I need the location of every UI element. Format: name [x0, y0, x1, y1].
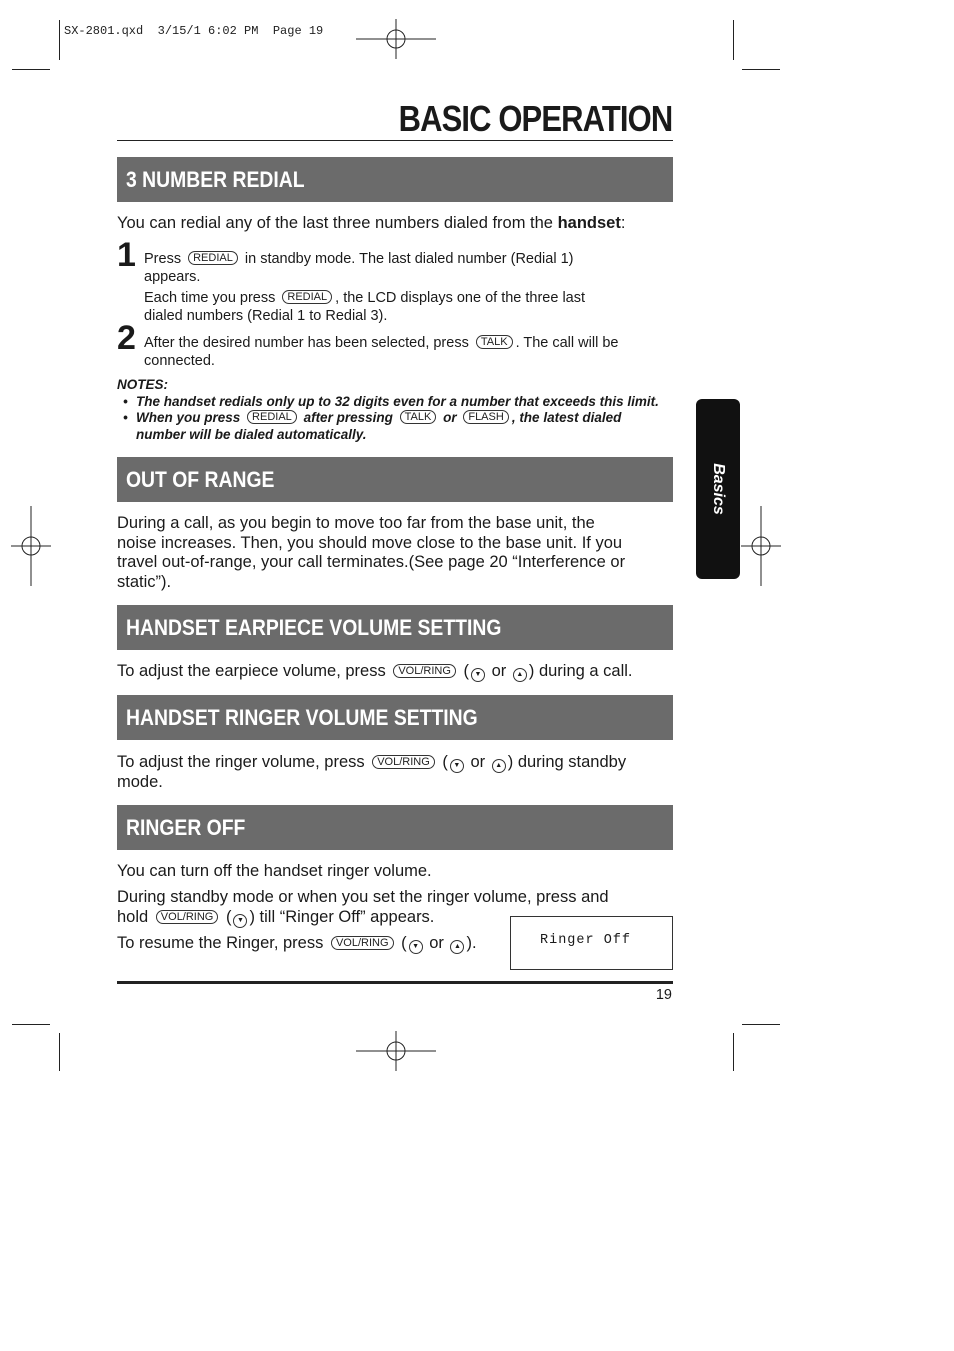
- crop-mark: [59, 20, 60, 60]
- notes: [117, 377, 677, 443]
- crop-mark: [733, 1033, 734, 1071]
- step-number: 2: [117, 319, 136, 357]
- bottom-rule: [117, 981, 673, 984]
- heading-text: RINGER OFF: [126, 815, 246, 840]
- crop-mark: [742, 69, 780, 70]
- text: When you press: [136, 410, 241, 425]
- text: After the desired number has been selected, press: [144, 335, 469, 351]
- text: :: [620, 214, 626, 232]
- text: ) during standby: [507, 753, 627, 771]
- text: To resume the Ringer, press: [117, 934, 324, 952]
- page-title: BASIC OPERATION: [398, 98, 672, 139]
- up-arrow-icon: ▲: [513, 668, 527, 682]
- crop-mark: [733, 20, 734, 60]
- lcd-display: Ringer Off: [510, 916, 673, 970]
- talk-key-icon: TALK: [476, 335, 513, 349]
- bullet: •: [123, 393, 128, 409]
- text: number will be dialed automatically.: [136, 426, 367, 442]
- bullet: •: [123, 410, 128, 425]
- text: . The call will be: [515, 335, 619, 351]
- text: dialed numbers (Redial 1 to Redial 3).: [144, 308, 388, 324]
- text: (: [442, 753, 448, 771]
- flash-key-icon: FLASH: [463, 410, 508, 424]
- text: appears.: [144, 269, 201, 285]
- step-1-detail: [144, 289, 674, 325]
- text: ).: [466, 934, 477, 952]
- text: (: [463, 662, 469, 680]
- note-item: [117, 410, 677, 443]
- text: or: [443, 410, 457, 425]
- title-rule: [117, 140, 673, 141]
- text-line: travel out-of-range, your call terminates.(See page 20 “Interference or: [117, 553, 626, 571]
- vol-ring-key-icon: VOL/RING: [331, 936, 394, 950]
- section-tab: [696, 399, 740, 579]
- heading-text: 3 NUMBER REDIAL: [126, 167, 305, 192]
- heading-text: OUT OF RANGE: [126, 467, 275, 492]
- text: mode.: [117, 773, 163, 791]
- ringer-resume: [117, 934, 517, 954]
- crop-mark: [59, 1033, 60, 1071]
- earpiece-paragraph: [117, 662, 673, 682]
- text: or: [491, 662, 507, 680]
- crop-mark: [12, 1024, 50, 1025]
- text: To adjust the earpiece volume, press: [117, 662, 386, 680]
- text: in standby mode. The last dialed number (Redial 1): [244, 251, 574, 267]
- step-1-text: [144, 250, 674, 286]
- text: The handset redials only up to 32 digits even for a number that exceeds this limit.: [136, 393, 659, 409]
- registration-mark-icon: [356, 19, 436, 59]
- redial-key-icon: REDIAL: [188, 251, 238, 265]
- ringer-off-line: You can turn off the handset ringer volume.: [117, 862, 432, 880]
- heading-text: HANDSET EARPIECE VOLUME SETTING: [126, 615, 502, 640]
- registration-mark-icon: [741, 506, 781, 586]
- talk-key-icon: TALK: [400, 410, 437, 424]
- step-2-text: [144, 334, 674, 370]
- section-tab-label: Basics: [710, 463, 727, 515]
- range-paragraph: [117, 514, 677, 592]
- down-arrow-icon: ▼: [233, 914, 247, 928]
- text-line: noise increases. Then, you should move close to the base unit. If you: [117, 533, 623, 552]
- vol-ring-key-icon: VOL/RING: [372, 755, 435, 769]
- text: after pressing: [303, 410, 393, 425]
- crop-mark: [742, 1024, 780, 1025]
- text: Press: [144, 251, 182, 267]
- text: You can redial any of the last three numbers dialed from the: [117, 214, 558, 232]
- registration-mark-icon: [11, 506, 51, 586]
- text: hold: [117, 907, 149, 926]
- text: (: [401, 934, 407, 952]
- down-arrow-icon: ▼: [471, 668, 485, 682]
- text: (: [225, 907, 232, 926]
- text: ) till “Ringer Off” appears.: [249, 907, 435, 926]
- registration-mark-icon: [356, 1031, 436, 1071]
- section-heading-ringer-off: [117, 805, 673, 850]
- text: ) during a call.: [528, 662, 633, 680]
- text: , the latest dialed: [511, 410, 622, 425]
- text-line: static”).: [117, 572, 172, 591]
- text: , the LCD displays one of the three last: [335, 290, 586, 306]
- notes-label: NOTES:: [117, 377, 169, 392]
- ringer-volume-paragraph: [117, 753, 673, 793]
- vol-ring-key-icon: VOL/RING: [393, 664, 456, 678]
- text: To adjust the ringer volume, press: [117, 753, 365, 771]
- text-line: During a call, as you begin to move too far from the base unit, the: [117, 514, 595, 532]
- crop-mark: [12, 69, 50, 70]
- print-slug: SX-2801.qxd 3/15/1 6:02 PM Page 19: [64, 24, 324, 38]
- redial-key-icon: REDIAL: [247, 410, 297, 424]
- section-heading-ringer-volume: [117, 695, 673, 740]
- up-arrow-icon: ▲: [450, 940, 464, 954]
- text: connected.: [144, 353, 215, 369]
- step-number: 1: [117, 236, 136, 274]
- section-heading-redial: [117, 157, 673, 202]
- text: Each time you press: [144, 290, 276, 306]
- up-arrow-icon: ▲: [492, 759, 506, 773]
- down-arrow-icon: ▼: [450, 759, 464, 773]
- redial-intro: [117, 214, 673, 234]
- text: During standby mode or when you set the ringer volume, press and: [117, 888, 609, 906]
- section-heading-earpiece: [117, 605, 673, 650]
- down-arrow-icon: ▼: [409, 940, 423, 954]
- note-item: [117, 394, 677, 411]
- redial-key-icon: REDIAL: [282, 290, 332, 304]
- heading-text: HANDSET RINGER VOLUME SETTING: [126, 705, 478, 730]
- section-heading-range: [117, 457, 673, 502]
- text: or: [470, 753, 486, 771]
- vol-ring-key-icon: VOL/RING: [156, 910, 219, 924]
- emphasis-text: handset: [557, 214, 621, 232]
- text: or: [429, 934, 444, 952]
- page-number: 19: [655, 987, 672, 1003]
